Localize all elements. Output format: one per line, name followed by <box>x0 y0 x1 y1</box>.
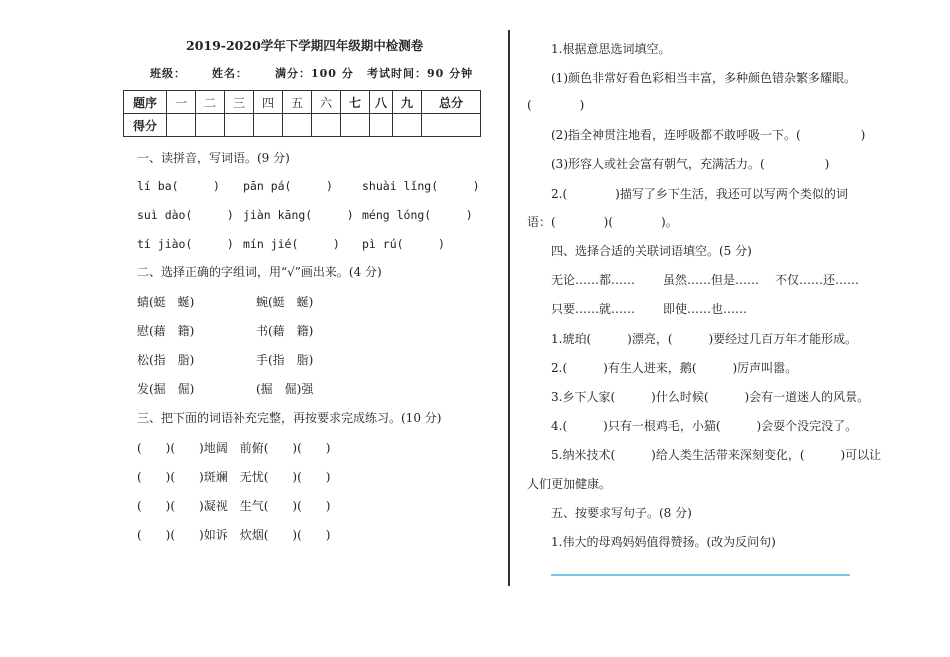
question-1-1: (1)颜色非常好看色彩相当丰富，多种颜色错杂繁多耀眼。 <box>551 71 857 85</box>
score-cell[interactable] <box>341 114 370 137</box>
pinyin-item: méng lóng( ) <box>362 208 473 222</box>
name-label: 姓名： <box>212 67 248 80</box>
table-cell: 三 <box>225 91 254 114</box>
sentence-question: 1.伟大的母鸡妈妈值得赞扬。(改为反问句) <box>551 535 776 549</box>
question-2-cont: 语：( )( )。 <box>527 215 678 229</box>
conjunction-option: 只要……就…… <box>551 302 636 316</box>
question-1-3: (3)形容人或社会富有朝气，充满活力。( ) <box>551 157 830 171</box>
pinyin-item: mín jié( ) <box>243 237 340 251</box>
class-label: 班级： <box>150 67 186 80</box>
pinyin-item: lí ba( ) <box>137 179 220 193</box>
conjunction-question: 3.乡下人家( )什么时候( )会有一道迷人的风景。 <box>551 390 870 404</box>
full-score: 满分：100 分 <box>275 67 354 80</box>
table-cell: 八 <box>370 91 393 114</box>
char-choice: 蜻(蜓 蜒) <box>137 295 195 309</box>
section2-heading: 二、选择正确的字组词，用“√”画出来。(4 分) <box>137 265 382 279</box>
section4-heading: 四、选择合适的关联词语填空。(5 分) <box>551 244 752 258</box>
score-cell[interactable] <box>283 114 312 137</box>
pinyin-item: suì dào( ) <box>137 208 234 222</box>
row-label: 得分 <box>124 114 167 137</box>
conjunction-question: 2.( )有生人进来，鹅( )厉声叫嚣。 <box>551 361 798 375</box>
score-table <box>123 90 481 137</box>
conjunction-option: 不仅……还…… <box>775 273 860 287</box>
fill-row: ( )( )斑斓 无忧( )( ) <box>137 470 331 484</box>
conjunction-question: 4.( )只有一根鸡毛，小猫( )会耍个没完没了。 <box>551 419 858 433</box>
table-cell: 二 <box>196 91 225 114</box>
table-cell: 九 <box>393 91 422 114</box>
score-cell[interactable] <box>225 114 254 137</box>
conjunction-option: 即使……也…… <box>663 302 748 316</box>
fill-row: ( )( )如诉 炊烟( )( ) <box>137 528 331 542</box>
char-choice: (掘 倔)强 <box>256 382 314 396</box>
question-2: 2.( )描写了乡下生活，我还可以写两个类似的词 <box>551 187 848 201</box>
row-label: 题序 <box>124 91 167 114</box>
page-title: 2019-2020学年下学期四年级期中检测卷 <box>186 38 424 53</box>
score-cell[interactable] <box>196 114 225 137</box>
exam-time: 考试时间：90 分钟 <box>367 67 474 80</box>
table-cell: 六 <box>312 91 341 114</box>
pinyin-item: jiàn kāng( ) <box>243 208 354 222</box>
section1-heading: 一、读拼音，写词语。(9 分) <box>137 151 290 165</box>
char-choice: 手(指 脂) <box>256 353 314 367</box>
table-cell: 四 <box>254 91 283 114</box>
section5-heading: 五、按要求写句子。(8 分) <box>551 506 692 520</box>
pinyin-item: tí jiào( ) <box>137 237 234 251</box>
char-choice: 松(指 脂) <box>137 353 195 367</box>
answer-line[interactable] <box>551 574 850 576</box>
fill-row: ( )( )凝视 生气( )( ) <box>137 499 331 513</box>
score-cell[interactable] <box>393 114 422 137</box>
char-choice: 发(掘 倔) <box>137 382 195 396</box>
table-cell: 五 <box>283 91 312 114</box>
conjunction-option: 虽然……但是…… <box>663 273 760 287</box>
fill-row: ( )( )地阔 前俯( )( ) <box>137 441 331 455</box>
score-cell[interactable] <box>370 114 393 137</box>
table-row <box>124 114 481 137</box>
conjunction-question: 1.琥珀( )漂亮，( )要经过几百万年才能形成。 <box>551 332 858 346</box>
table-row <box>124 91 481 114</box>
pinyin-item: shuài lǐng( ) <box>362 179 480 193</box>
pinyin-item: pān pá( ) <box>243 179 333 193</box>
column-divider <box>508 30 510 586</box>
conjunction-question-cont: 人们更加健康。 <box>527 477 612 491</box>
char-choice: 蜿(蜓 蜒) <box>256 295 314 309</box>
question-1: 1.根据意思选词填空。 <box>551 42 671 56</box>
conjunction-question: 5.纳米技术( )给人类生活带来深刻变化，( )可以让 <box>551 448 882 462</box>
conjunction-option: 无论……都…… <box>551 273 636 287</box>
char-choice: 慰(藉 籍) <box>137 324 195 338</box>
char-choice: 书(藉 籍) <box>256 324 314 338</box>
table-cell: 一 <box>167 91 196 114</box>
score-cell[interactable] <box>254 114 283 137</box>
question-1-2: (2)指全神贯注地看，连呼吸都不敢呼吸一下。( ) <box>551 128 866 142</box>
score-cell[interactable] <box>312 114 341 137</box>
score-cell[interactable] <box>422 114 481 137</box>
total-label: 总分 <box>422 91 481 114</box>
pinyin-item: pì rú( ) <box>362 237 445 251</box>
section3-heading: 三、把下面的词语补充完整，再按要求完成练习。(10 分) <box>137 411 442 425</box>
score-cell[interactable] <box>167 114 196 137</box>
answer-blank: ( ) <box>527 98 585 112</box>
table-cell: 七 <box>341 91 370 114</box>
